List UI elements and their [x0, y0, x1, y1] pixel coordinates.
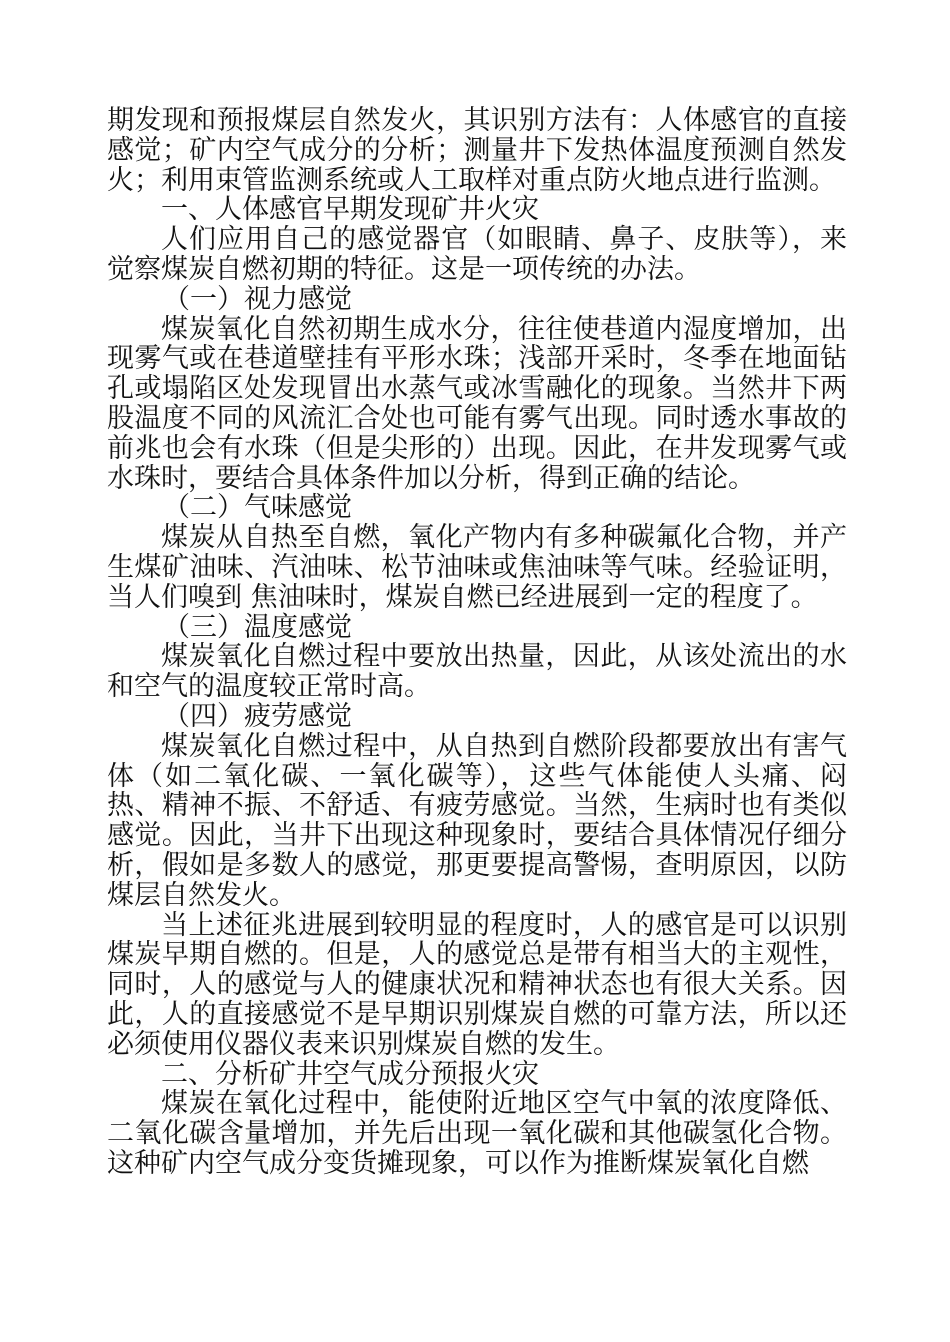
- paragraph-fatigue: 煤炭氧化自燃过程中，从自热到自燃阶段都要放出有害气体（如二氧化碳、一氧化碳等），这些气体能使人头痛、闷热、精神不振、不舒适、有疲劳感觉。当然，生病时也有类似感觉。因此，当井下出现这种现象时，要结合具体情况仔细分析，假如是多数人的感觉，那更要提高警惕，查明原因，以防煤层自然发火。: [107, 730, 847, 911]
- document-body: [107, 106, 847, 1179]
- paragraph-smell: 煤炭从自热至自燃，氧化产物内有多种碳氟化合物，并产生煤矿油味、汽油味、松节油味或焦油味等气味。经验证明，当人们嗅到 焦油味时，煤炭自燃已经进展到一定的程度了。: [107, 522, 847, 613]
- section-heading-2: 二、分析矿井空气成分预报火灾: [161, 1058, 539, 1090]
- subsection-heading-fatigue: （四）疲劳感觉: [163, 700, 352, 732]
- paragraph-intro: 期发现和预报煤层自然发火，其识别方法有：人体感官的直接感觉；矿内空气成分的分析；测量井下发热体温度预测自然发火；利用束管监测系统或人工取样对重点防火地点进行监测。: [107, 105, 847, 196]
- section-heading-1: 一、人体感官早期发现矿井火灾: [161, 194, 539, 226]
- subsection-heading-smell: （二）气味感觉: [163, 492, 352, 524]
- paragraph-vision: 煤炭氧化自然初期生成水分，往往使巷道内湿度增加，出现雾气或在巷道壁挂有平形水珠；浅部开采时，冬季在地面钻孔或塌陷区处发现冒出水蒸气或冰雪融化的现象。当然井下两股温度不同的风流汇合处也可能有雾气出现。同时透水事故的前兆也会有水珠（但是尖形的）出现。因此，在井发现雾气或水珠时，要结合具体条件加以分析，得到正确的结论。: [107, 313, 847, 494]
- paragraph-senses-intro: 人们应用自己的感觉器官（如眼睛、鼻子、皮肤等），来觉察煤炭自燃初期的特征。这是一项传统的办法。: [107, 224, 847, 285]
- subsection-heading-vision: （一）视力感觉: [163, 283, 352, 315]
- subsection-heading-temperature: （三）温度感觉: [163, 611, 352, 643]
- paragraph-air-analysis: 煤炭在氧化过程中，能使附近地区空气中氧的浓度降低、二氧化碳含量增加，并先后出现一氧化碳和其他碳氢化合物。这种矿内空气成分变货摊现象，可以作为推断煤炭氧化自燃: [107, 1088, 847, 1179]
- paragraph-temperature: 煤炭氧化自燃过程中要放出热量，因此，从该处流出的水和空气的温度较正常时高。: [107, 641, 847, 703]
- paragraph-summary: 当上述征兆进展到较明显的程度时，人的感官是可以识别煤炭早期自燃的。但是，人的感觉总是带有相当大的主观性，同时，人的感觉与人的健康状况和精神状态也有很大关系。因此，人的直接感觉不是早期识别煤炭自燃的可靠方法，所以还必须使用仪器仪表来识别煤炭自燃的发生。: [107, 909, 847, 1060]
